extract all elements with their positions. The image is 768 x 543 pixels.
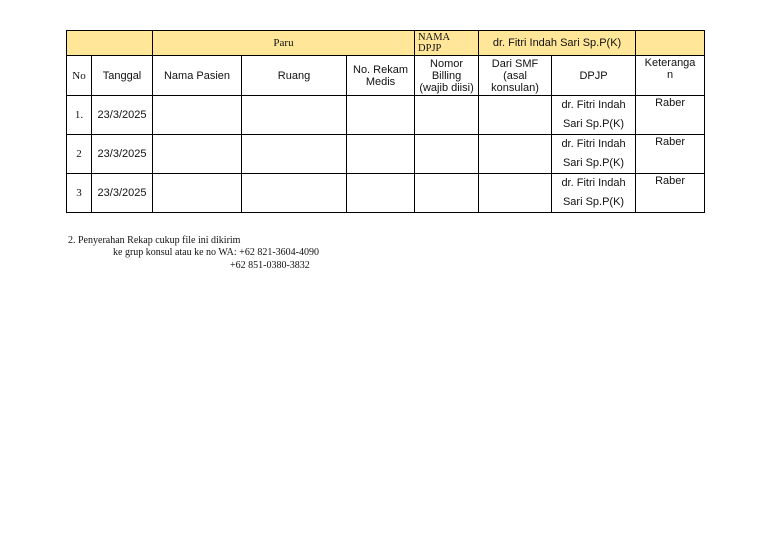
row-keterangan: Raber	[636, 174, 705, 213]
row-rekam-medis	[347, 135, 415, 174]
row-rekam-medis	[347, 174, 415, 213]
row-nama-pasien	[153, 174, 242, 213]
row-no: 1.	[67, 96, 92, 135]
col-nama-pasien: Nama Pasien	[153, 56, 242, 96]
column-header-row	[67, 56, 705, 96]
row-billing	[415, 96, 479, 135]
col-billing-line1: Nomor	[430, 57, 464, 70]
row-dpjp-line2: Sari Sp.P(K)	[562, 157, 625, 169]
dpjp-label	[415, 31, 479, 56]
col-rekam-medis-line2: Medis	[365, 75, 396, 88]
row-billing	[415, 135, 479, 174]
col-ruang: Ruang	[242, 56, 347, 96]
col-tanggal: Tanggal	[92, 56, 153, 96]
row-no: 3	[67, 174, 92, 213]
row-dpjp	[552, 174, 636, 213]
note-line-3: +62 851-0380-3832	[230, 260, 310, 271]
col-dpjp: DPJP	[552, 56, 636, 96]
col-keterangan-line1: Keteranga	[644, 57, 696, 69]
row-dpjp-line2: Sari Sp.P(K)	[562, 118, 625, 130]
col-smf-line2: (asal	[503, 69, 527, 82]
row-smf	[479, 135, 552, 174]
row-billing	[415, 174, 479, 213]
table-row	[67, 96, 705, 135]
row-dpjp-line1: dr. Fitri Indah	[561, 177, 626, 189]
row-keterangan: Raber	[636, 135, 705, 174]
row-dpjp-line2: Sari Sp.P(K)	[562, 196, 625, 208]
note-line-1: 2. Penyerahan Rekap cukup file ini dikirim	[68, 235, 241, 246]
header-row	[67, 31, 705, 56]
col-smf-line1: Dari SMF	[491, 57, 539, 70]
row-tanggal: 23/3/2025	[92, 174, 153, 213]
col-billing-line2: Billing	[431, 69, 462, 82]
table-row	[67, 174, 705, 213]
col-smf-line3: konsulan)	[491, 81, 539, 94]
note-line-2: ke grup konsul atau ke no WA: +62 821-3604-4090	[113, 247, 319, 258]
col-rekam-medis	[347, 56, 415, 96]
row-nama-pasien	[153, 135, 242, 174]
row-tanggal: 23/3/2025	[92, 96, 153, 135]
col-billing	[415, 56, 479, 96]
row-dpjp	[552, 96, 636, 135]
header-blank-cell	[67, 31, 153, 56]
col-rekam-medis-line1: No. Rekam	[353, 63, 409, 76]
col-no: No	[67, 56, 92, 96]
table-row	[67, 135, 705, 174]
row-ruang	[242, 96, 347, 135]
row-ruang	[242, 135, 347, 174]
unit-name: Paru	[153, 31, 415, 56]
rekap-table	[66, 30, 705, 213]
col-billing-line3: (wajib diisi)	[419, 81, 474, 94]
dpjp-label-line1: NAMA	[418, 32, 451, 43]
row-rekam-medis	[347, 96, 415, 135]
dpjp-name: dr. Fitri Indah Sari Sp.P(K)	[479, 31, 636, 56]
col-keterangan	[636, 56, 705, 96]
row-tanggal: 23/3/2025	[92, 135, 153, 174]
header-end-cell	[636, 31, 705, 56]
row-keterangan: Raber	[636, 96, 705, 135]
row-smf	[479, 174, 552, 213]
row-dpjp	[552, 135, 636, 174]
row-nama-pasien	[153, 96, 242, 135]
dpjp-label-line2: DPJP	[418, 43, 442, 54]
row-dpjp-line1: dr. Fitri Indah	[561, 138, 626, 150]
row-ruang	[242, 174, 347, 213]
row-dpjp-line1: dr. Fitri Indah	[561, 99, 626, 111]
row-smf	[479, 96, 552, 135]
col-smf	[479, 56, 552, 96]
row-no: 2	[67, 135, 92, 174]
col-keterangan-line2: n	[666, 69, 674, 81]
